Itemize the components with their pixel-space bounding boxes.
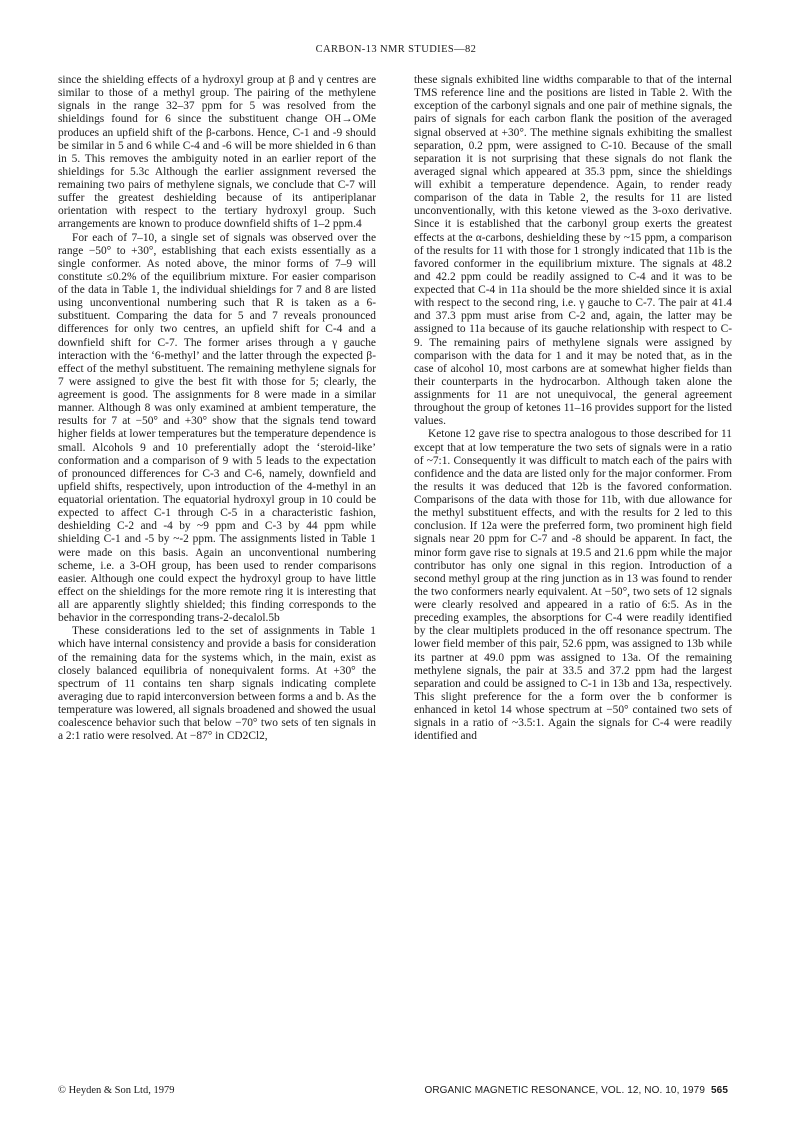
running-head: CARBON-13 NMR STUDIES—82	[315, 44, 477, 55]
page-number: 565	[711, 1085, 728, 1096]
paragraph: These considerations led to the set of assignments in Table 1 which have internal consistency and provide a basis for consideration of the remaining data for the systems which, in the main, exist as closely balanced equilibria of nonequivalent forms. At +30° the spectrum of 11 contains ten sharp signals indicating complete averaging due to rapid interconversion between forms a and b. As the temperature was lowered, all signals broadened and showed the usual coalescence behavior such that below −70° two sets of ten signals in a 2:1 ratio were resolved. At −87° in CD2Cl2,	[58, 625, 376, 743]
paragraph: Ketone 12 gave rise to spectra analogous to those described for 11 except that at low temperature the two sets of signals were in a ratio of ~7:1. Consequently it was difficult to match each of the pairs with confidence and the data are listed only for the major conformer. From the results it was deduced that 12b is the favored conformation. Comparisons of the data with those for 11b, with due allowance for the methyl substituent effects, and with the results for 2 led to this conclusion. If 12a were the preferred form, two prominent high field signals near 20 ppm for C-7 and -8 should be apparent. In fact, the minor form gave rise to signals at 19.5 and 21.6 ppm while the major contributor has only one signal in this region. Introduction of a second methyl group at the ring junction as in 13 was found to render the two conformers nearly equivalent. At −50°, two sets of 12 signals were clearly resolved and appeared in a ratio of 6:5. As in the preceding examples, the absorptions for C-4 were readily identified by the clear multiplets produced in the off resonance spectrum. The lower field member of this pair, 52.6 ppm, was assigned to 13b while its partner at 49.0 ppm was assigned to 13a. Of the remaining methylene signals, the pair at 33.5 and 37.2 ppm had the largest separation and could be assigned to C-1 in 13b and 13a, respectively. This slight preference for the a form over the b conformer is enhanced in ketol 14 whose spectrum at −50° contained two sets of signals in a ratio of ~3.5:1. Again the signals for C-4 were readily identified and	[414, 428, 732, 743]
paragraph: these signals exhibited line widths comparable to that of the internal TMS reference line and the positions are listed in Table 2. With the exception of the carbonyl signals and one pair of methine signals, the pairs of signals for each carbon flank the position of the averaged signal observed at +30°. The methine signals exhibiting the smallest separation, 0.2 ppm, were assigned to C-10. Because of the small separation it is not surprising that these signals do not flank the averaged signal which appeared at 35.3 ppm, since the shieldings will exhibit a temperature dependence. Again, to render ready comparison of the data in Table 2, the results for 11 are listed unconventionally, with this ketone viewed as the 3-oxo derivative. Since it is established that the carbonyl group exerts the greatest effects at the α-carbons, deshielding these by ~15 ppm, a comparison of the results for 11 with those for 1 strongly indicated that 11b is the favored conformer in the equilibrium mixture. The signals at 48.2 and 42.2 ppm could be readily assigned to C-4 and it was to be expected that C-4 in 11a should be the more shielded since it is axial with respect to the second ring, i.e. γ gauche to C-7. The pair at 41.4 and 37.3 ppm must arise from C-2 and, again, the latter may be assigned to 11a because of its gauche relationship with respect to C-9. The remaining pairs of methylene signals were assigned by comparison with the data for 1 and it may be noted that, as in the case of alcohol 10, most carbons are at somewhat higher fields than their counterparts in the hydrocarbon. Although taken alone the assignments for 11 are not unequivocal, the general agreement throughout the group of ketones 11–16 provides support for the listed values.	[414, 74, 732, 428]
journal-footer	[424, 1085, 728, 1096]
left-column	[58, 74, 376, 743]
journal-citation: ORGANIC MAGNETIC RESONANCE, VOL. 12, NO. 10, 1979	[424, 1085, 705, 1096]
copyright-notice: © Heyden & Son Ltd, 1979	[58, 1085, 175, 1096]
right-column	[414, 74, 732, 743]
paragraph: since the shielding effects of a hydroxyl group at β and γ centres are similar to those of a methyl group. The pairing of the methylene signals in the range 32–37 ppm for 5 was resolved from the shieldings found for 6 since the substituent change OH→OMe produces an upfield shift of the β-carbons. Hence, C-1 and -9 should be similar in 5 and 6 while C-4 and -6 will be more shielded in 6 than in 5. This removes the ambiguity noted in an earlier report of the shieldings for 5.3c Although the earlier assignment reversed the remaining two pairs of methylene signals, we conclude that C-7 will suffer the greatest deshielding because of its antiperiplanar orientation with respect to the tertiary hydroxyl group. Such arrangements are known to produce downfield shifts of 1–2 ppm.4	[58, 74, 376, 231]
paragraph: For each of 7–10, a single set of signals was observed over the range −50° to +30°, establishing that each exists essentially as a single conformer. As noted above, the minor forms of 7–9 will constitute ≤0.2% of the equilibrium mixture. For easier comparison of the data in Table 1, the individual shieldings for 7 and 8 are listed using unconventional numbering such that R is taken as a 6-substituent. Comparing the data for 5 and 7 reveals pronounced differences for only two centres, an upfield shift for C-4 and a downfield shift for C-7. The former arises through a γ gauche interaction with the ‘6-methyl’ and the latter through the expected β-effect of the methyl substituent. The remaining methylene signals for 7 were assigned to give the best fit with those for 5; clearly, the agreement is good. The assignments for 8 were made in a similar manner. Although 8 was only examined at ambient temperature, the results for 7 at −50° and +30° show that the signals tend toward higher fields at lower temperatures but the temperature dependence is small. Alcohols 9 and 10 preferentially adopt the ‘steroid-like’ conformation and a comparison of 9 with 5 leads to the expectation of pronounced differences for C-3 and C-6, namely, downfield and upfield shifts, respectively, upon introduction of the 4-methyl in an equatorial orientation. The equatorial hydroxyl group in 10 could be expected to affect C-1 through C-5 in a characteristic fashion, deshielding C-2 and -4 by ~9 ppm and C-3 by 44 ppm while shielding C-1 and -5 by ~-2 ppm. The assignments listed in Table 1 were made on this basis. Again an unconventional numbering scheme, i.e. a 3-OH group, has been used to render comparisons easier. Although one could expect the hydroxyl group to have little effect on the shieldings for the more remote ring it is interesting that all are apparently slightly shielded; this finding corresponds to the behavior in the corresponding trans-2-decalol.5b	[58, 231, 376, 625]
